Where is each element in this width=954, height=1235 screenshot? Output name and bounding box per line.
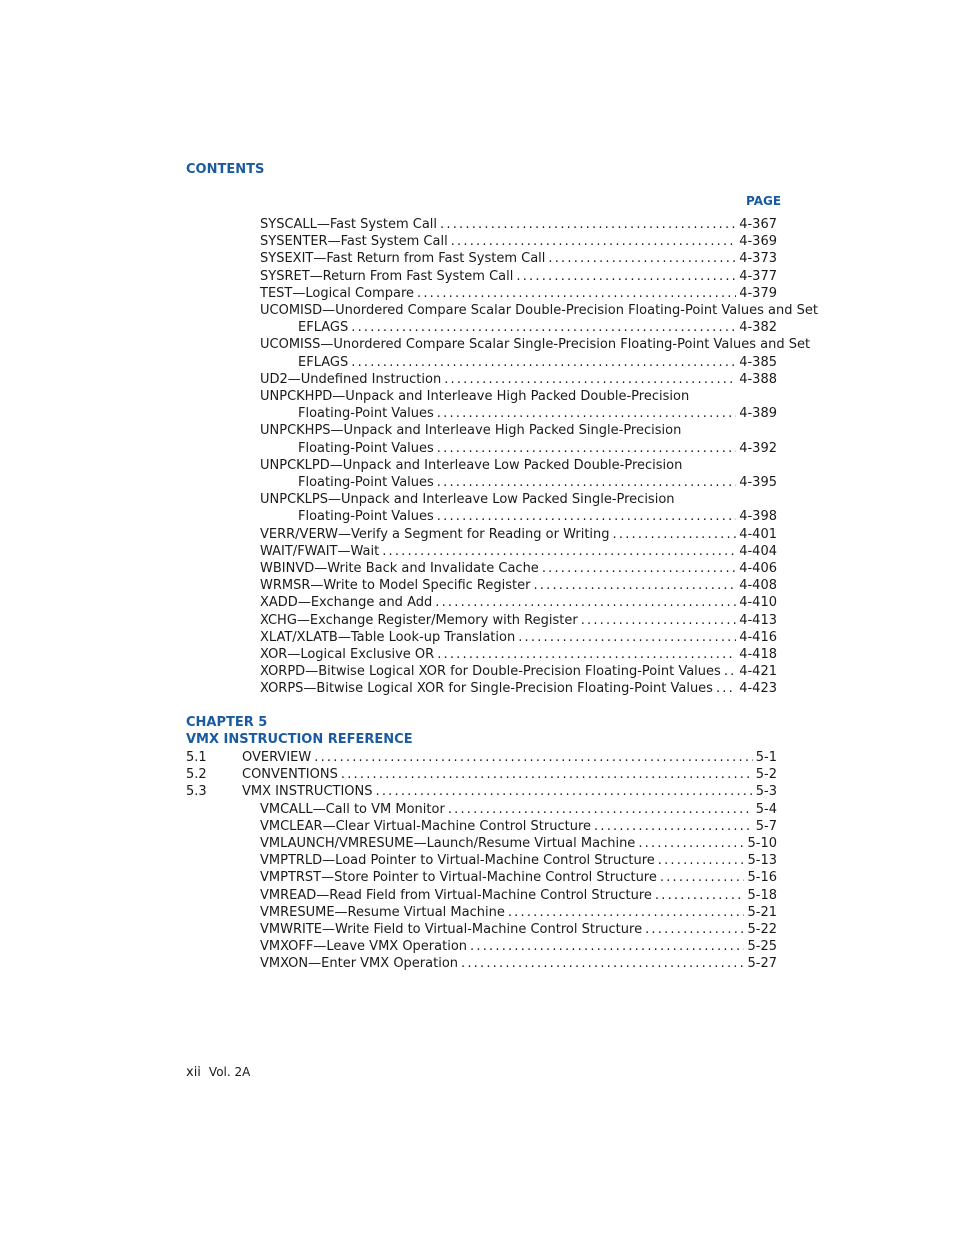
toc-entry-page: 5-22 (747, 922, 777, 937)
toc-entry-title: XCHG—Exchange Register/Memory with Register (260, 612, 578, 628)
toc-entry[interactable] (260, 904, 777, 921)
dot-leader (437, 646, 736, 663)
toc-entry[interactable] (260, 526, 777, 543)
dot-leader (581, 612, 737, 629)
contents-heading: CONTENTS (186, 162, 265, 177)
dot-leader (542, 560, 736, 577)
toc-entry[interactable] (260, 680, 777, 697)
dot-leader (417, 285, 736, 302)
toc-entry[interactable] (260, 371, 777, 388)
toc-entry-title: VMRESUME—Resume Virtual Machine (260, 904, 505, 920)
toc-entry-page: 4-423 (739, 681, 777, 697)
dot-leader (448, 801, 753, 818)
toc-entry[interactable] (260, 216, 777, 233)
dot-leader (461, 955, 744, 972)
toc-entry-page: 5-1 (755, 750, 777, 765)
toc-entry[interactable] (242, 749, 777, 766)
toc-entry-title: WBINVD—Write Back and Invalidate Cache (260, 561, 539, 576)
dot-leader (470, 938, 744, 955)
toc-entry[interactable] (260, 612, 777, 629)
dot-leader (437, 440, 736, 457)
toc-entry-title: WRMSR—Write to Model Specific Register (260, 578, 531, 594)
toc-entry-title: SYSRET—Return From Fast System Call (260, 268, 514, 284)
toc-entry[interactable] (260, 852, 777, 869)
toc-entry-page: 4-416 (739, 629, 777, 645)
toc-entry-title: VMREAD—Read Field from Virtual-Machine Control Structure (260, 887, 652, 903)
toc-entry-title: UNPCKHPD—Unpack and Interleave High Packed Double-Precision (260, 389, 690, 404)
toc-entry-title: XADD—Exchange and Add (260, 595, 433, 611)
toc-entry-page: 4-404 (739, 543, 777, 559)
dot-leader (382, 543, 736, 560)
toc-entry[interactable] (260, 457, 777, 474)
toc-entry[interactable] (260, 801, 777, 818)
footer-volume: Vol. 2A (208, 1065, 251, 1079)
dot-leader (435, 594, 736, 611)
toc-entry[interactable] (260, 302, 818, 319)
toc-entry-page: 5-4 (755, 801, 777, 817)
toc-entry-page: 4-395 (739, 475, 777, 490)
toc-entry[interactable] (260, 250, 777, 267)
toc-entry[interactable] (298, 440, 777, 457)
toc-entry-title: Floating-Point Values (298, 406, 434, 422)
toc-entry[interactable] (260, 887, 777, 904)
toc-entry[interactable] (260, 646, 777, 663)
toc-entry-title: XOR—Logical Exclusive OR (260, 647, 435, 662)
toc-entry-page: 4-406 (739, 561, 777, 576)
toc-entry-page: 4-401 (739, 526, 777, 542)
toc-entry[interactable] (260, 818, 777, 835)
dot-leader (440, 216, 736, 233)
toc-entry-title: SYSEXIT—Fast Return from Fast System Call (260, 251, 546, 267)
toc-entry[interactable] (242, 766, 777, 783)
toc-entry-title: OVERVIEW (242, 750, 312, 765)
toc-entry-title: SYSENTER—Fast System Call (260, 234, 448, 250)
toc-entry-title: VMCALL—Call to VM Monitor (260, 801, 445, 817)
dot-leader (660, 869, 745, 886)
dot-leader (437, 474, 736, 491)
dot-leader (314, 749, 753, 766)
toc-entry-page: 4-410 (739, 595, 777, 611)
toc-entry-page: 5-3 (755, 784, 777, 800)
toc-entry-page: 4-413 (739, 612, 777, 628)
section-number: 5.2 (186, 767, 207, 783)
toc-entry-page: 5-25 (747, 939, 777, 955)
toc-entry-title: XORPD—Bitwise Logical XOR for Double-Precision Floating-Point Values (260, 664, 721, 680)
toc-entry-title: UNPCKHPS—Unpack and Interleave High Packed Single-Precision (260, 423, 682, 439)
toc-entry-title: XORPS—Bitwise Logical XOR for Single-Precision Floating-Point Values (260, 681, 713, 697)
toc-entry-title: VMXOFF—Leave VMX Operation (260, 939, 468, 955)
toc-entry-title: VMWRITE—Write Field to Virtual-Machine Control Structure (260, 922, 643, 937)
toc-entry-title: EFLAGS (298, 354, 349, 370)
toc-entry[interactable] (298, 508, 777, 525)
toc-entry[interactable] (260, 422, 777, 439)
toc-entry-title: VERR/VERW—Verify a Segment for Reading or Writing (260, 526, 610, 542)
toc-entry-title: UNPCKLPS—Unpack and Interleave Low Packed Single-Precision (260, 492, 675, 508)
toc-entry-title: Floating-Point Values (298, 509, 434, 525)
toc-entry[interactable] (260, 388, 777, 405)
toc-entry-page: 4-392 (739, 440, 777, 456)
toc-entry[interactable] (260, 285, 777, 302)
toc-entry[interactable] (260, 233, 777, 250)
toc-entry-page: 5-16 (747, 870, 777, 886)
toc-entry-title: Floating-Point Values (298, 475, 434, 490)
toc-entry[interactable] (298, 405, 777, 422)
dot-leader (533, 577, 736, 594)
toc-entry-page: 4-382 (739, 320, 777, 336)
toc-entry[interactable] (260, 560, 777, 577)
toc-entry[interactable] (260, 921, 777, 938)
toc-entry-page: 5-10 (747, 836, 777, 851)
toc-entry-page: 4-377 (739, 268, 777, 284)
toc-entry-page: 4-388 (739, 371, 777, 387)
chapter-label: CHAPTER 5 (186, 715, 268, 730)
toc-entry-page: 4-389 (739, 406, 777, 422)
dot-leader (351, 354, 736, 371)
dot-leader (341, 766, 753, 783)
toc-entry-page: 4-408 (739, 578, 777, 594)
dot-leader (655, 887, 745, 904)
toc-entry[interactable] (260, 629, 777, 646)
toc-entry[interactable] (298, 354, 777, 371)
toc-entry-title: SYSCALL—Fast System Call (260, 217, 438, 232)
dot-leader (645, 921, 744, 938)
section-number: 5.3 (186, 784, 207, 800)
dot-leader (437, 508, 736, 525)
dot-leader (613, 526, 737, 543)
toc-entry-title: XLAT/XLATB—Table Look-up Translation (260, 629, 516, 645)
toc-entry-title: UCOMISS—Unordered Compare Scalar Single-Precision Floating-Point Values and Set (260, 337, 811, 353)
toc-entry-title: Floating-Point Values (298, 440, 434, 456)
toc-entry-title: VMPTRST—Store Pointer to Virtual-Machine Control Structure (260, 870, 657, 886)
toc-entry-page: 4-373 (739, 251, 777, 267)
toc-entry-title: WAIT/FWAIT—Wait (260, 543, 380, 559)
toc-entry-title: VMCLEAR—Clear Virtual-Machine Control Structure (260, 818, 592, 834)
page-column-heading: PAGE (746, 194, 782, 208)
toc-entry-title: VMPTRLD—Load Pointer to Virtual-Machine Control Structure (260, 853, 655, 869)
toc-entry-title: VMXON—Enter VMX Operation (260, 956, 459, 972)
toc-entry-title: VMLAUNCH/VMRESUME—Launch/Resume Virtual Machine (260, 836, 636, 851)
dot-leader (716, 680, 736, 697)
toc-entry-page: 5-21 (747, 904, 777, 920)
toc-entry[interactable] (260, 268, 777, 285)
dot-leader (658, 852, 745, 869)
dot-leader (594, 818, 753, 835)
toc-entry-page: 5-7 (755, 818, 777, 834)
toc-entry-title: UCOMISD—Unordered Compare Scalar Double-Precision Floating-Point Values and Set (260, 303, 818, 318)
toc-entry[interactable] (260, 491, 777, 508)
dot-leader (437, 405, 736, 422)
toc-entry[interactable] (242, 783, 777, 800)
toc-entry-page: 4-421 (739, 664, 777, 680)
toc-entry[interactable] (260, 835, 777, 852)
toc-entry-title: CONVENTIONS (242, 767, 338, 783)
toc-entry-page: 5-27 (747, 956, 777, 972)
toc-entry[interactable] (260, 938, 777, 955)
toc-entry-title: UNPCKLPD—Unpack and Interleave Low Packed Double-Precision (260, 457, 683, 473)
chapter-title: VMX INSTRUCTION REFERENCE (186, 732, 413, 747)
toc-entry-title: TEST—Logical Compare (260, 285, 415, 301)
toc-entry-page: 4-398 (739, 509, 777, 525)
dot-leader (518, 629, 736, 646)
toc-entry-page: 5-18 (747, 887, 777, 903)
toc-entry-title: UD2—Undefined Instruction (260, 371, 442, 387)
toc-entry-page: 4-418 (739, 647, 777, 662)
dot-leader (724, 663, 736, 680)
dot-leader (548, 250, 736, 267)
dot-leader (351, 319, 736, 336)
toc-entry[interactable] (298, 319, 777, 336)
toc-entry-page: 4-385 (739, 354, 777, 370)
dot-leader (516, 268, 736, 285)
section-number: 5.1 (186, 750, 207, 765)
page-footer (186, 1065, 250, 1080)
toc-entry-page: 5-2 (755, 767, 777, 783)
toc-entry[interactable] (260, 577, 777, 594)
dot-leader (451, 233, 737, 250)
dot-leader (444, 371, 736, 388)
toc-entry[interactable] (260, 543, 777, 560)
toc-entry[interactable] (260, 594, 777, 611)
toc-entry-title: EFLAGS (298, 320, 349, 336)
dot-leader (508, 904, 745, 921)
dot-leader (638, 835, 744, 852)
toc-entry[interactable] (260, 955, 777, 972)
toc-entry-page: 5-13 (747, 853, 777, 869)
toc-entry-title: VMX INSTRUCTIONS (242, 784, 373, 800)
footer-page-number: xii (186, 1065, 201, 1080)
toc-entry[interactable] (260, 663, 777, 680)
toc-entry[interactable] (260, 869, 777, 886)
toc-entry-page: 4-379 (739, 285, 777, 301)
toc-entry[interactable] (260, 336, 811, 353)
toc-entry[interactable] (298, 474, 777, 491)
toc-entry-page: 4-367 (739, 217, 777, 232)
toc-entry-page: 4-369 (739, 234, 777, 250)
dot-leader (376, 783, 753, 800)
